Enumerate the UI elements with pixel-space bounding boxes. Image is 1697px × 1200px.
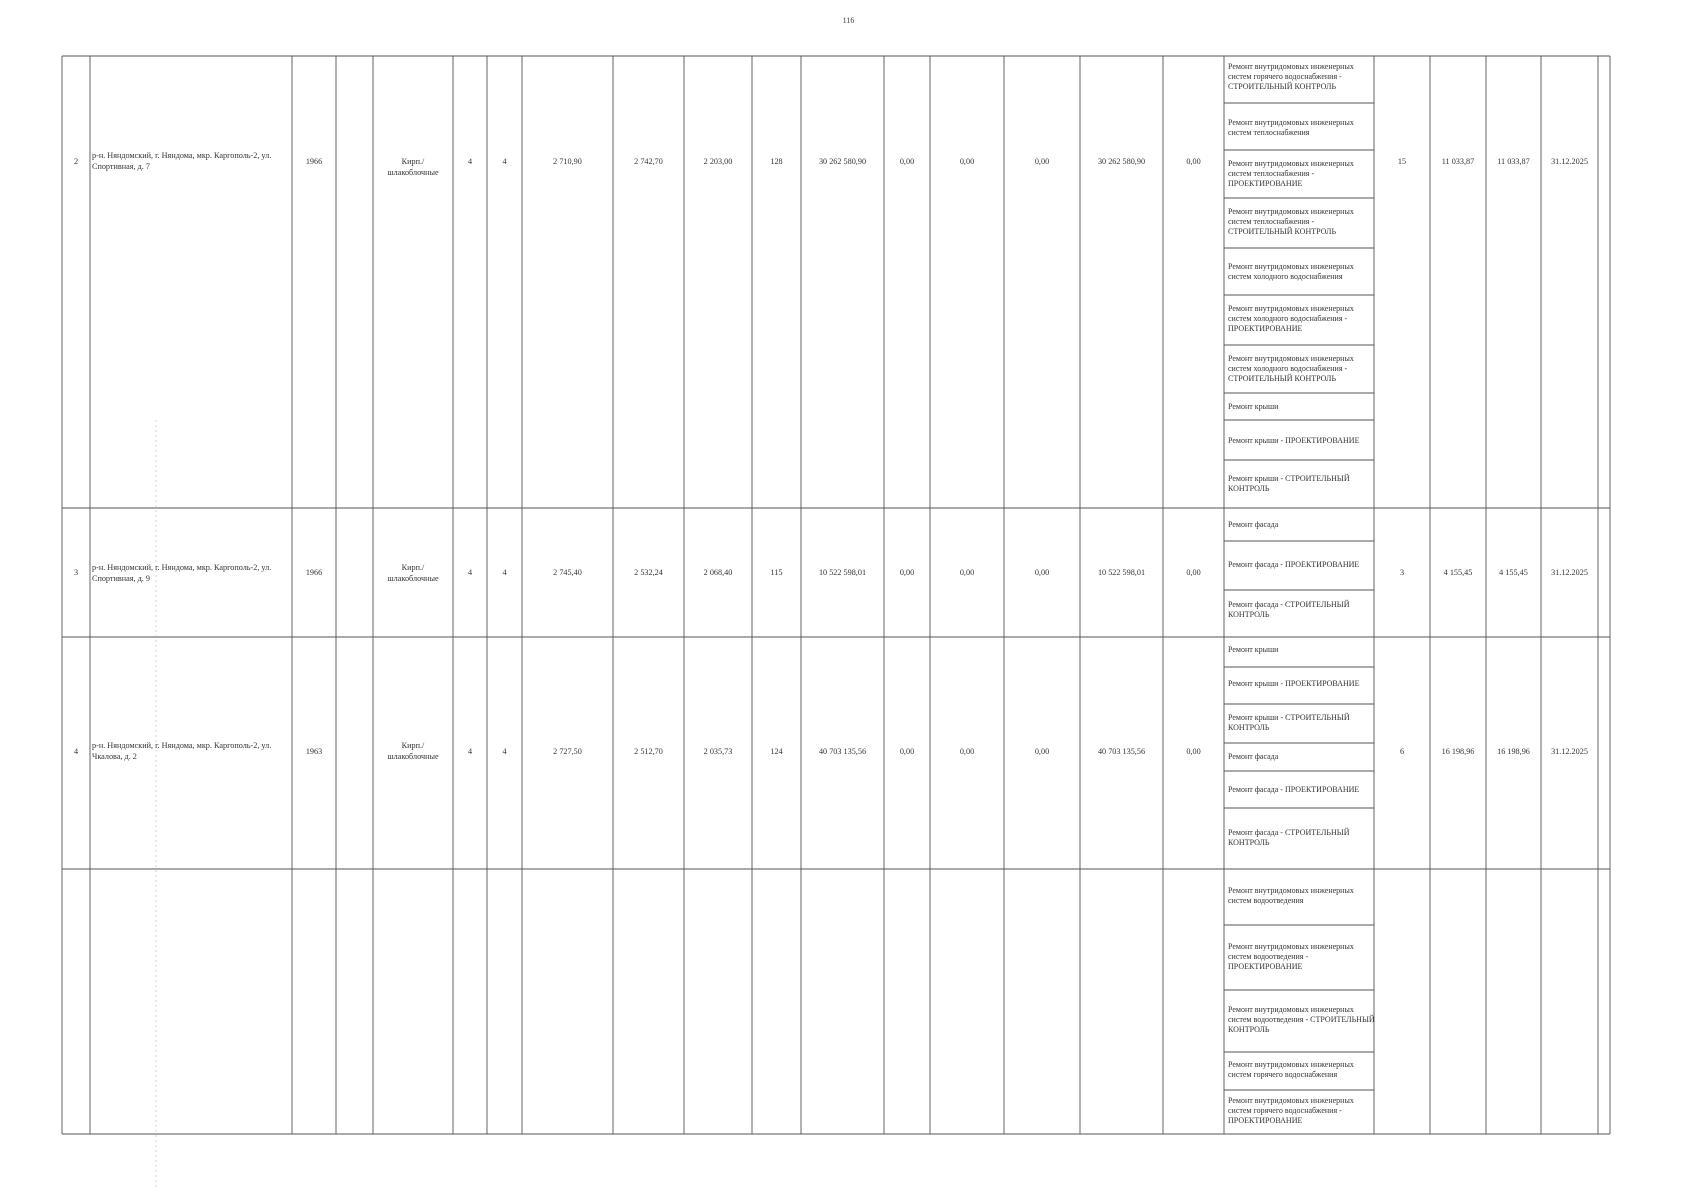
fund-other: 0,00: [1186, 568, 1201, 577]
max-cost: 16 198,96: [1497, 747, 1530, 756]
fund-other: 0,00: [1186, 747, 1201, 756]
fund-c: 0,00: [1034, 157, 1050, 166]
work-item: Ремонт фасада: [1228, 752, 1279, 761]
area-residential: 2 068,40: [703, 568, 733, 577]
wall-material: Кирп./шлакоблочные: [387, 741, 439, 761]
area-residential: 2 035,73: [703, 747, 733, 756]
wall-material: Кирп./шлакоблочные: [387, 157, 439, 177]
build-year: 1963: [305, 747, 323, 756]
deadline: 31.12.2025: [1551, 568, 1588, 577]
floors: 4: [467, 568, 473, 577]
unit-cost: 11 033,87: [1441, 157, 1475, 166]
unit-cost: 16 198,96: [1441, 747, 1475, 756]
area-total: 2 745,40: [553, 568, 582, 577]
work-item: Ремонт внутридомовых инженерных систем водоотведения: [1228, 886, 1354, 905]
work-item: Ремонт внутридомовых инженерных систем горячего водоснабжения - СТРОИТЕЛЬНЫЙ КОНТРОЛЬ: [1228, 62, 1354, 91]
work-item: Ремонт крыши - ПРОЕКТИРОВАНИЕ: [1228, 436, 1360, 445]
floors: 4: [467, 747, 473, 756]
work-item: Ремонт внутридомовых инженерных систем водоотведения - ПРОЕКТИРОВАНИЕ: [1228, 942, 1354, 971]
fund-b: 0,00: [959, 157, 975, 166]
deadline: 31.12.2025: [1551, 747, 1588, 756]
row-number: 3: [73, 568, 79, 577]
area-total: 2 727,50: [553, 747, 582, 756]
work-item: Ремонт внутридомовых инженерных систем холодного водоснабжения - СТРОИТЕЛЬНЫЙ КОНТРОЛЬ: [1228, 354, 1354, 383]
residents: 124: [770, 747, 783, 756]
work-item: Ремонт внутридомовых инженерных систем холодного водоснабжения - ПРОЕКТИРОВАНИЕ: [1228, 304, 1354, 333]
build-year: 1966: [305, 157, 323, 166]
entrances: 4: [502, 747, 507, 756]
area-premises: 2 532,24: [634, 568, 663, 577]
entrances: 4: [502, 568, 507, 577]
entrances: 4: [502, 157, 507, 166]
works-count: 3: [1399, 568, 1405, 577]
floors: 4: [467, 157, 473, 166]
work-item: Ремонт фасада - СТРОИТЕЛЬНЫЙ КОНТРОЛЬ: [1228, 828, 1350, 847]
work-item: Ремонт фасада - ПРОЕКТИРОВАНИЕ: [1228, 560, 1360, 569]
work-item: Ремонт крыши: [1228, 645, 1279, 654]
fund-b: 0,00: [959, 568, 975, 577]
work-item: Ремонт внутридомовых инженерных систем теплоснабжения: [1228, 118, 1354, 137]
page-number: 116: [842, 16, 855, 25]
work-item: Ремонт крыши - СТРОИТЕЛЬНЫЙ КОНТРОЛЬ: [1228, 713, 1350, 732]
work-item: Ремонт крыши - ПРОЕКТИРОВАНИЕ: [1228, 679, 1360, 688]
works-count: 15: [1397, 157, 1407, 166]
fund-b: 0,00: [959, 747, 975, 756]
area-residential: 2 203,00: [703, 157, 733, 166]
max-cost: 11 033,87: [1497, 157, 1530, 166]
fund-owners: 40 703 135,56: [1097, 747, 1146, 756]
build-year: 1966: [305, 568, 323, 577]
area-total: 2 710,90: [553, 157, 582, 166]
area-premises: 2 742,70: [634, 157, 663, 166]
deadline: 31.12.2025: [1551, 157, 1588, 166]
fund-owners: 10 522 598,01: [1097, 568, 1146, 577]
area-premises: 2 512,70: [634, 747, 663, 756]
work-item: Ремонт внутридомовых инженерных систем горячего водоснабжения: [1228, 1060, 1354, 1079]
address: р-н. Няндомский, г. Няндома, мкр. Каргополь-2, ул. Спортивная, д. 9: [92, 563, 272, 583]
work-item: Ремонт крыши: [1228, 402, 1279, 411]
work-item: Ремонт фасада: [1228, 520, 1279, 529]
work-item: Ремонт фасада - ПРОЕКТИРОВАНИЕ: [1228, 785, 1360, 794]
row-number: 2: [73, 157, 79, 166]
works-count: 6: [1399, 747, 1405, 756]
row-number: 4: [73, 747, 79, 756]
cost-total: 10 522 598,01: [818, 568, 867, 577]
work-item: Ремонт внутридомовых инженерных систем водоотведения - СТРОИТЕЛЬНЫЙ КОНТРОЛЬ: [1228, 1005, 1375, 1034]
work-item: Ремонт внутридомовых инженерных систем теплоснабжения - СТРОИТЕЛЬНЫЙ КОНТРОЛЬ: [1228, 207, 1354, 236]
wall-material: Кирп./шлакоблочные: [387, 563, 439, 583]
work-item: Ремонт фасада - СТРОИТЕЛЬНЫЙ КОНТРОЛЬ: [1228, 600, 1350, 619]
address: р-н. Няндомский, г. Няндома, мкр. Каргополь-2, ул. Спортивная, д. 7: [92, 151, 272, 171]
work-item: Ремонт внутридомовых инженерных систем холодного водоснабжения: [1228, 262, 1354, 281]
residents: 115: [770, 568, 783, 577]
residents: 128: [770, 157, 783, 166]
work-item: Ремонт внутридомовых инженерных систем теплоснабжения - ПРОЕКТИРОВАНИЕ: [1228, 159, 1354, 188]
unit-cost: 4 155,45: [1443, 568, 1473, 577]
fund-other: 0,00: [1186, 157, 1201, 166]
fund-c: 0,00: [1034, 568, 1050, 577]
fund-a: 0,00: [899, 157, 915, 166]
fund-a: 0,00: [899, 568, 915, 577]
address: р-н. Няндомский, г. Няндома, мкр. Каргополь-2, ул. Чкалова, д. 2: [92, 741, 272, 761]
cost-total: 40 703 135,56: [818, 747, 867, 756]
work-item: Ремонт крыши - СТРОИТЕЛЬНЫЙ КОНТРОЛЬ: [1228, 474, 1350, 493]
cost-total: 30 262 580,90: [818, 157, 867, 166]
fund-c: 0,00: [1034, 747, 1050, 756]
fund-owners: 30 262 580,90: [1097, 157, 1146, 166]
fund-a: 0,00: [899, 747, 915, 756]
work-item: Ремонт внутридомовых инженерных систем горячего водоснабжения - ПРОЕКТИРОВАНИЕ: [1228, 1096, 1354, 1125]
max-cost: 4 155,45: [1499, 568, 1528, 577]
